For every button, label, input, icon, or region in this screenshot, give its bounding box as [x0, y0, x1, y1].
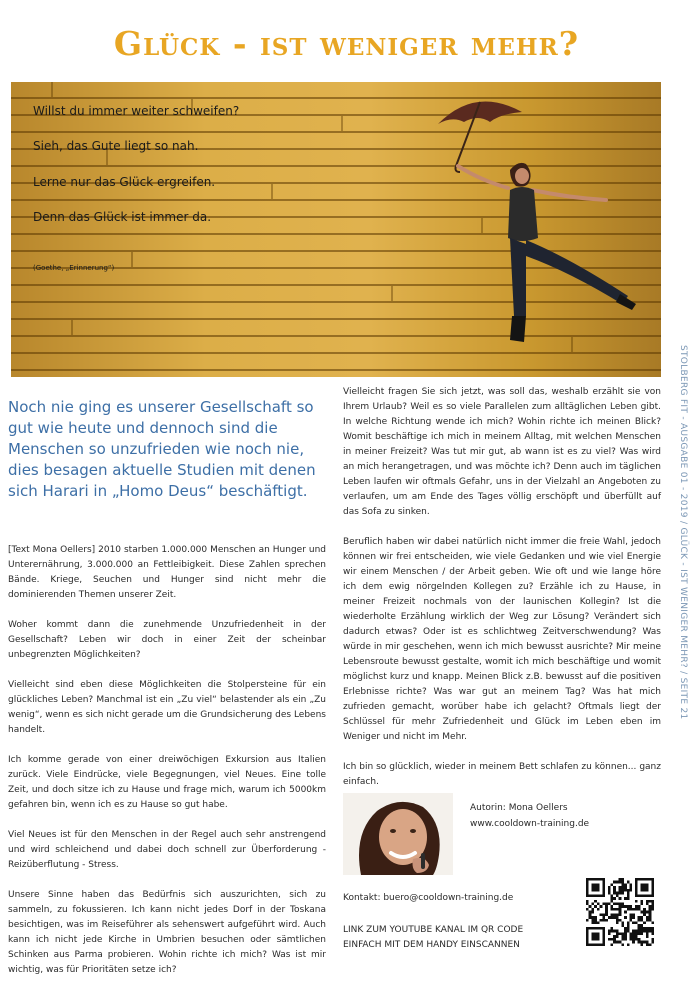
- right-column: [343, 385, 661, 805]
- body-paragraph: [Text Mona Oellers] 2010 starben 1.000.000 Menschen an Hunger und Unterernährung, 3.000.000 an Fettleibigkeit. Diese Zahlen sprechen Bände. Kriege, Seuchen und Hunger sind nicht mehr die dominierenden Themen unserer Zeit.: [8, 545, 326, 600]
- body-paragraph: Vielleicht fragen Sie sich jetzt, was soll das, weshalb erzählt sie von Ihrem Urlaub? Weil es so viele Parallelen zum alltäglichen Leben gibt. In welche Richtung wende ich mich? Wohin richte ich meinen Blick? Womit beschäftige ich mich in meinem Alltag, mit welchen Menschen in meiner Freizeit? Was tut mir gut, ab wann ist es zu viel? Was wird an mich herangetragen, und was möchte ich? Denn auch im täglichen Leben laufen wir oftmals Gefahr, uns in der Vielzahl an Angeboten zu verlaufen, um am Ende des Tages völlig erschöpft und überfüllt auf das Sofa zu sinken.: [343, 387, 661, 517]
- poem-source: (Goethe, „Erinnerung“): [33, 264, 115, 272]
- body-paragraph: Beruflich haben wir dabei natürlich nicht immer die freie Wahl, jedoch können wir frei entscheiden, wie viele Gedanken und wie viel Energie wir einem Menschen / der Arbeit geben. Wie oft und wie lange höre ich dem ewig nörgelnden Kollegen zu? Erzähle ich zu Hause, in meiner Freizeit nochmals von der launischen Kollegin? Ist die wiederholte Erzählung wirklich der Weg zur Lösung? Verändert sich dadurch etwas? Oder ist es schlichtweg Zeitverschwendung? Was würde in mir geschehen, wenn ich mich bewusst ausrichte? Mir meine Lebensroute bewusst gestalte, womit ich mich beschäftige und womit möglichst kurz und knapp. Meinen Blick z.B. bewusst auf die positiven Erlebnisse richte? Was war gut an meinem Tag? Was hat mich zufrieden gemacht, worüber habe ich gelacht? Oftmals liegt der Schlüssel für mehr Zufriedenheit und Glück im Leben eben im Weniger und nicht im Mehr.: [343, 537, 661, 742]
- body-paragraph: Woher kommt dann die zunehmende Unzufriedenheit in der Gesellschaft? Leben wir doch in einer Zeit der scheinbar unbegrenzten Möglichkeiten?: [8, 620, 326, 660]
- author-website[interactable]: www.cooldown-training.de: [470, 819, 590, 829]
- poem-line-2: Sieh, das Gute liegt so nah.: [33, 139, 199, 153]
- body-paragraph: Ich bin so glücklich, wieder in meinem Bett schlafen zu können... ganz einfach.: [343, 762, 661, 787]
- poem-line-1: Willst du immer weiter schweifen?: [33, 104, 240, 118]
- author-name: Autorin: Mona Oellers: [470, 803, 568, 813]
- left-column: [8, 543, 326, 993]
- author-info: [470, 800, 589, 832]
- poem-line-4: Denn das Glück ist immer da.: [33, 210, 212, 224]
- youtube-note: [343, 923, 523, 953]
- youtube-line-1: LINK ZUM YOUTUBE KANAL IM QR CODE: [343, 925, 524, 935]
- youtube-line-2: EINFACH MIT DEM HANDY EINSCANNEN: [343, 940, 520, 950]
- author-photo: [343, 793, 453, 875]
- body-paragraph: Viel Neues ist für den Menschen in der Regel auch sehr anstrengend und wird schleichend und dabei doch schnell zur Überforderung - Reizüberflutung - Stress.: [8, 830, 326, 870]
- body-paragraph: Ich komme gerade von einer dreiwöchigen Exkursion aus Italien zurück. Viele Eindrücke, viele Begegnungen, viel Neues. Eine tolle Zeit, und doch sitze ich zu Hause und frage mich, warum ich 5000km gefahren bin, wenn ich es zu Hause so gut habe.: [8, 755, 326, 810]
- qr-code-icon[interactable]: [586, 878, 654, 946]
- issue-sidebar: STOLBERG FIT - AUSGABE 01 - 2019 / GLÜCK - IST WENIGER MEHR? / SEITE 21: [678, 345, 688, 720]
- body-paragraph: Unsere Sinne haben das Bedürfnis sich auszurichten, sich zu sammeln, zu fokussieren. Ich kann nicht jedes Dorf in der Toskana besichtigen, was im Reiseführer als sehenswert aufgeführt wird. Auch kann ich nicht jede Kirche in Umbrien besuchen oder sämtlichen Schinken aus Parma probieren. Wohin richte ich mich? Was ist mir wichtig, was für Prioritäten setze ich?: [8, 890, 326, 975]
- contact-email[interactable]: Kontakt: buero@cooldown-training.de: [343, 893, 514, 903]
- article-title: Glück - ist weniger mehr?: [113, 24, 580, 63]
- lead-paragraph: Noch nie ging es unserer Gesellschaft so gut wie heute und dennoch sind die Menschen so unzufrieden wie noch nie, dies besagen aktuelle Studien mit denen sich Harari in „Homo Deus“ beschäftigt.: [8, 398, 316, 500]
- body-paragraph: Vielleicht sind eben diese Möglichkeiten die Stolpersteine für ein glückliches Leben? Manchmal ist ein „Zu viel“ belastender als ein „Zu wenig“, wenn es sich nicht gerade um die Grundsicherung des Lebens handelt.: [8, 680, 326, 735]
- poem-line-3: Lerne nur das Glück ergreifen.: [33, 175, 216, 189]
- woman-with-umbrella-illustration: [430, 88, 650, 350]
